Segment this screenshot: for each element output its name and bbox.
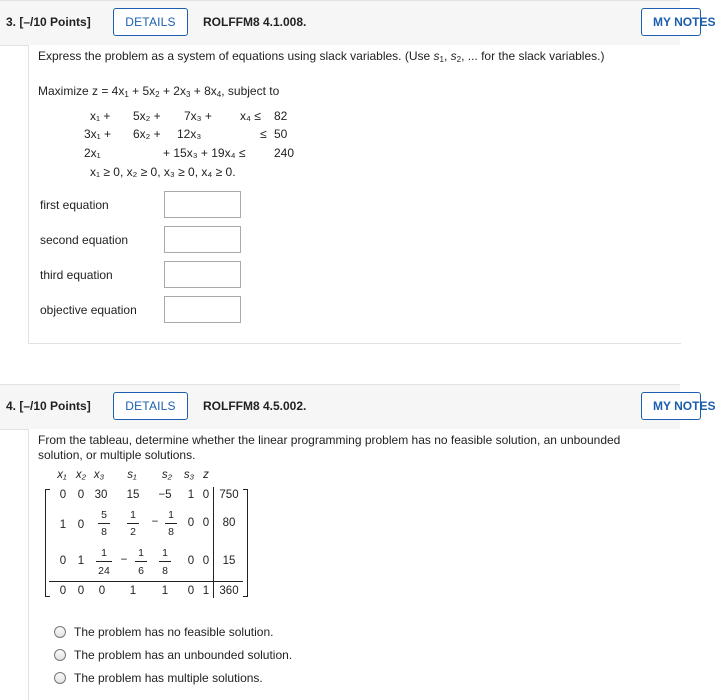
my-notes-button[interactable]: MY NOTES <box>641 392 701 420</box>
constraint-1-x3: 7x₃ + <box>184 109 212 123</box>
constraint-2-le: ≤ <box>260 127 267 141</box>
constraint-3-terms: + 15x₃ + 19x₄ ≤ <box>163 146 246 160</box>
details-button[interactable]: DETAILS <box>113 392 188 420</box>
tableau-cell: 1 <box>77 555 85 567</box>
fraction-denominator: 2 <box>130 526 136 538</box>
tableau-cell: 0 <box>187 585 195 597</box>
third-equation-input[interactable] <box>164 261 241 288</box>
fraction-numerator: 1 <box>130 509 136 521</box>
tableau-cell: 0 <box>187 517 195 529</box>
fraction-denominator: 24 <box>98 565 110 577</box>
tableau-header-x1: x₁ <box>57 469 67 481</box>
nonnegativity-constraints: x₁ ≥ 0, x₂ ≥ 0, x₃ ≥ 0, x₄ ≥ 0. <box>90 165 236 179</box>
tableau-cell: 0 <box>59 489 67 501</box>
tableau-cell: 15 <box>126 489 140 501</box>
tableau-cell: 0 <box>59 555 67 567</box>
fraction-denominator: 8 <box>168 526 174 538</box>
fraction-denominator: 8 <box>162 565 168 577</box>
tableau-cell: 0 <box>98 585 106 597</box>
details-button[interactable]: DETAILS <box>113 8 188 36</box>
question-4-instructions-line-2: solution, or multiple solutions. <box>38 448 196 462</box>
first-equation-label: first equation <box>40 198 109 212</box>
tableau-header-z: z <box>203 469 209 481</box>
option-multiple-solutions[interactable]: The problem has multiple solutions. <box>54 670 263 686</box>
question-4-code: ROLFFM8 4.5.002. <box>203 399 307 413</box>
tableau-header-s1: s₁ <box>127 469 137 481</box>
negative-sign: − <box>151 516 159 528</box>
tableau-cell: 360 <box>219 585 239 597</box>
question-3-points: 3. [–/10 Points] <box>6 15 91 29</box>
constraint-2-x3: 12x₃ <box>177 127 202 141</box>
tableau-cell: 0 <box>77 519 85 531</box>
third-equation-label: third equation <box>40 268 113 282</box>
fraction-numerator: 1 <box>101 547 107 559</box>
option-no-feasible-solution[interactable]: The problem has no feasible solution. <box>54 624 273 640</box>
tableau-right-bracket <box>243 489 248 597</box>
objective-equation-label: objective equation <box>40 303 137 317</box>
tableau-cell: 1 <box>129 585 137 597</box>
tableau-header-x3: x₃ <box>93 469 105 481</box>
tableau-cell: −5 <box>158 489 172 501</box>
tableau-cell: 1 <box>59 519 67 531</box>
constraint-1-rhs: 82 <box>274 109 288 123</box>
tableau-header-s2: s₂ <box>161 469 173 481</box>
radio-button[interactable] <box>54 649 66 661</box>
tableau-cell: 1 <box>202 585 210 597</box>
tableau-cell: 0 <box>202 555 210 567</box>
fraction-bar <box>98 523 110 524</box>
negative-sign: − <box>120 554 128 566</box>
radio-button[interactable] <box>54 672 66 684</box>
constraint-1-x1: x₁ + <box>90 109 111 123</box>
fraction-denominator: 8 <box>101 526 107 538</box>
tableau-cell: 0 <box>77 585 85 597</box>
tableau-cell: 0 <box>187 555 195 567</box>
radio-button[interactable] <box>54 626 66 638</box>
question-4-header <box>0 384 715 430</box>
fraction-bar <box>159 561 171 562</box>
tableau-header-x2: x₂ <box>75 469 87 481</box>
question-3-header <box>0 0 715 46</box>
constraint-2-x1: 3x₁ + <box>84 127 112 141</box>
question-4-points: 4. [–/10 Points] <box>6 399 91 413</box>
tableau-header-s3: s₃ <box>183 469 195 481</box>
tableau-cell: 0 <box>59 585 67 597</box>
question-3-instructions: Express the problem as a system of equations using slack variables. (Use $s_1$, $s_2$, ... for the slack variables.) <box>38 49 605 64</box>
second-equation-input[interactable] <box>164 226 241 253</box>
question-4-instructions-line-1: From the tableau, determine whether the linear programming problem has no feasible solution, an unbounded <box>38 433 621 447</box>
tableau-objective-divider <box>49 581 243 582</box>
fraction-numerator: 1 <box>138 547 144 559</box>
fraction-numerator: 5 <box>101 509 107 521</box>
fraction-denominator: 6 <box>138 565 144 577</box>
constraint-3-x1: 2x₁ <box>84 146 101 160</box>
tableau-cell: 80 <box>222 517 236 529</box>
fraction-bar <box>135 561 147 562</box>
first-equation-input[interactable] <box>164 191 241 218</box>
tableau-cell: 0 <box>77 489 85 501</box>
fraction-numerator: 1 <box>162 547 168 559</box>
objective-function: Maximize $z = 4x_1 + 5x_2 + 2x_3 + 8x_4$, subject to <box>38 84 280 99</box>
option-unbounded-solution[interactable]: The problem has an unbounded solution. <box>54 647 292 663</box>
fraction-bar <box>127 523 139 524</box>
tableau-cell: 0 <box>202 517 210 529</box>
tableau-cell: 750 <box>219 489 239 501</box>
my-notes-button[interactable]: MY NOTES <box>641 8 701 36</box>
fraction-bar <box>96 561 112 562</box>
tableau-cell: 1 <box>187 489 195 501</box>
constraint-1-x2: 5x₂ + <box>133 109 161 123</box>
tableau-cell: 30 <box>94 489 108 501</box>
constraint-2-rhs: 50 <box>274 127 288 141</box>
tableau-cell: 15 <box>222 555 236 567</box>
tableau-cell: 0 <box>202 489 210 501</box>
objective-equation-input[interactable] <box>164 296 241 323</box>
constraint-2-x2: 6x₂ + <box>133 127 161 141</box>
fraction-numerator: 1 <box>168 509 174 521</box>
tableau-cell: 1 <box>161 585 169 597</box>
constraint-3-rhs: 240 <box>274 146 295 160</box>
fraction-bar <box>165 523 177 524</box>
question-3-code: ROLFFM8 4.1.008. <box>203 15 307 29</box>
constraint-1-x4: x₄ ≤ <box>240 109 261 123</box>
second-equation-label: second equation <box>40 233 129 247</box>
